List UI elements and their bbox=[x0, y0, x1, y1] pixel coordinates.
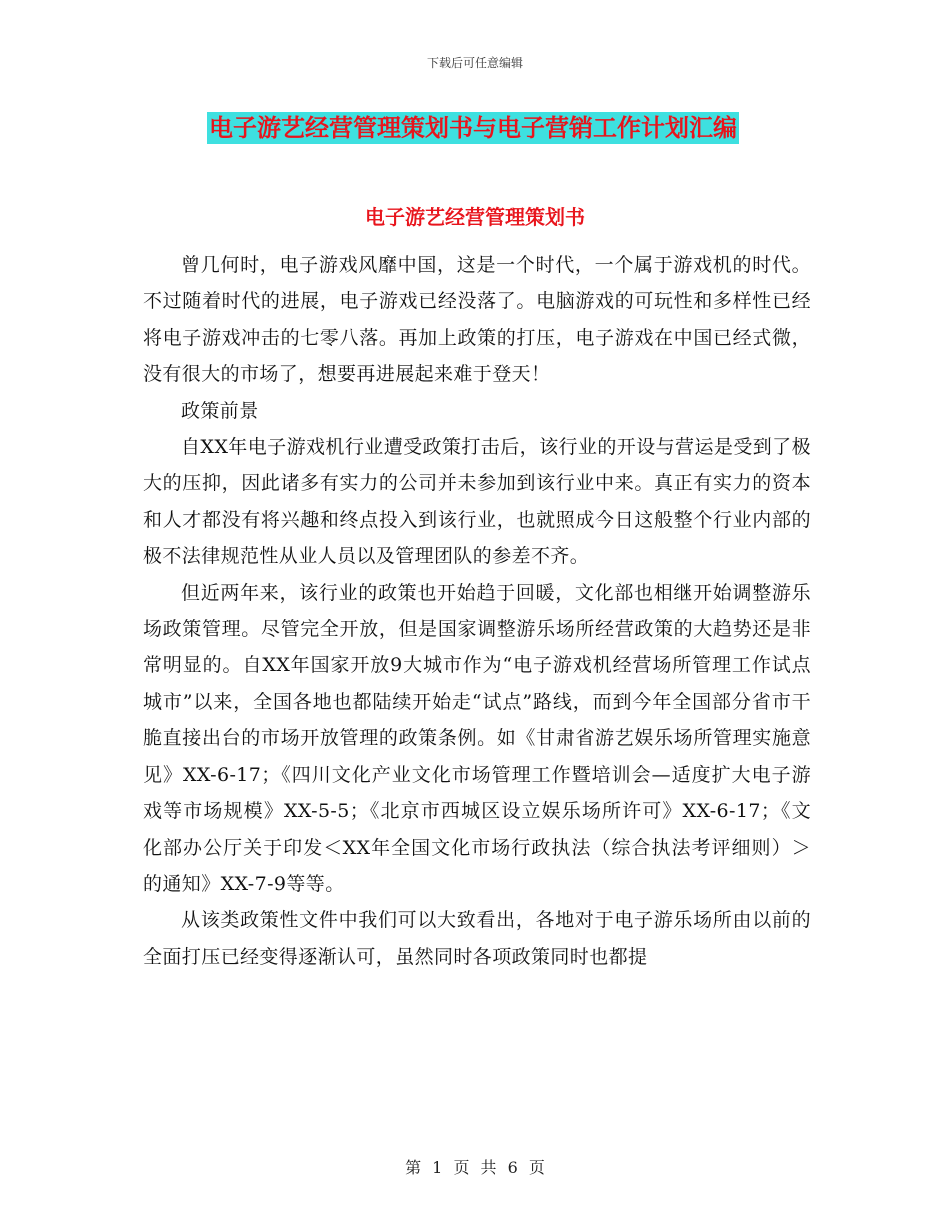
paragraph-policy-recovery: 但近两年来，该行业的政策也开始趋于回暖，文化部也相继开始调整游乐场政策管理。尽管完全开放，但是国家调整游乐场所经营政策的大趋势还是非常明显的。自XX年国家开放9大城市作为“电子游戏机经营场所管理工作试点城市”以来，全国各地也都陆续开始走“试点”路线，而到今年全国部分省市干脆直接出台的市场开放管理的政策条例。如《甘肃省游艺娱乐场所管理实施意见》XX-6-17；《四川文化产业文化市场管理工作暨培训会—适度扩大电子游戏等市场规模》XX-5-5；《北京市西城区设立娱乐场所许可》XX-6-17；《文化部办公厅关于印发＜XX年全国文化市场行政执法（综合执法考评细则）＞的通知》XX-7-9等等。 bbox=[143, 581, 811, 895]
paragraph-intro: 曾几何时，电子游戏风靡中国，这是一个时代，一个属于游戏机的时代。不过随着时代的进展，电子游戏已经没落了。电脑游戏的可玩性和多样性已经将电子游戏冲击的七零八落。再加上政策的打压，电子游戏在中国已经式微，没有很大的市场了，想要再进展起来难于登天！ bbox=[143, 254, 811, 386]
paragraph-policy-summary: 从该类政策性文件中我们可以大致看出，各地对于电子游乐场所由以前的全面打压已经变得逐渐认可，虽然同时各项政策同时也都提 bbox=[143, 909, 811, 968]
header-note: 下载后可任意编辑 bbox=[426, 56, 523, 70]
document-title: 电子游艺经营管理策划书与电子营销工作计划汇编 bbox=[209, 113, 737, 142]
page-number: 第 1 页 共 6 页 bbox=[405, 1158, 545, 1177]
document-body bbox=[143, 247, 811, 975]
paragraph-policy-history: 自XX年电子游戏机行业遭受政策打击后，该行业的开设与营运是受到了极大的压抑，因此诸多有实力的公司并未参加到该行业中来。真正有实力的资本和人才都没有将兴趣和终点投入到该行业，也就照成今日这般整个行业内部的极不法律规范性从业人员以及管理团队的参差不齐。 bbox=[143, 436, 811, 568]
paragraph-heading-policy: 政策前景 bbox=[181, 399, 259, 422]
section-title: 电子游艺经营管理策划书 bbox=[365, 205, 585, 229]
